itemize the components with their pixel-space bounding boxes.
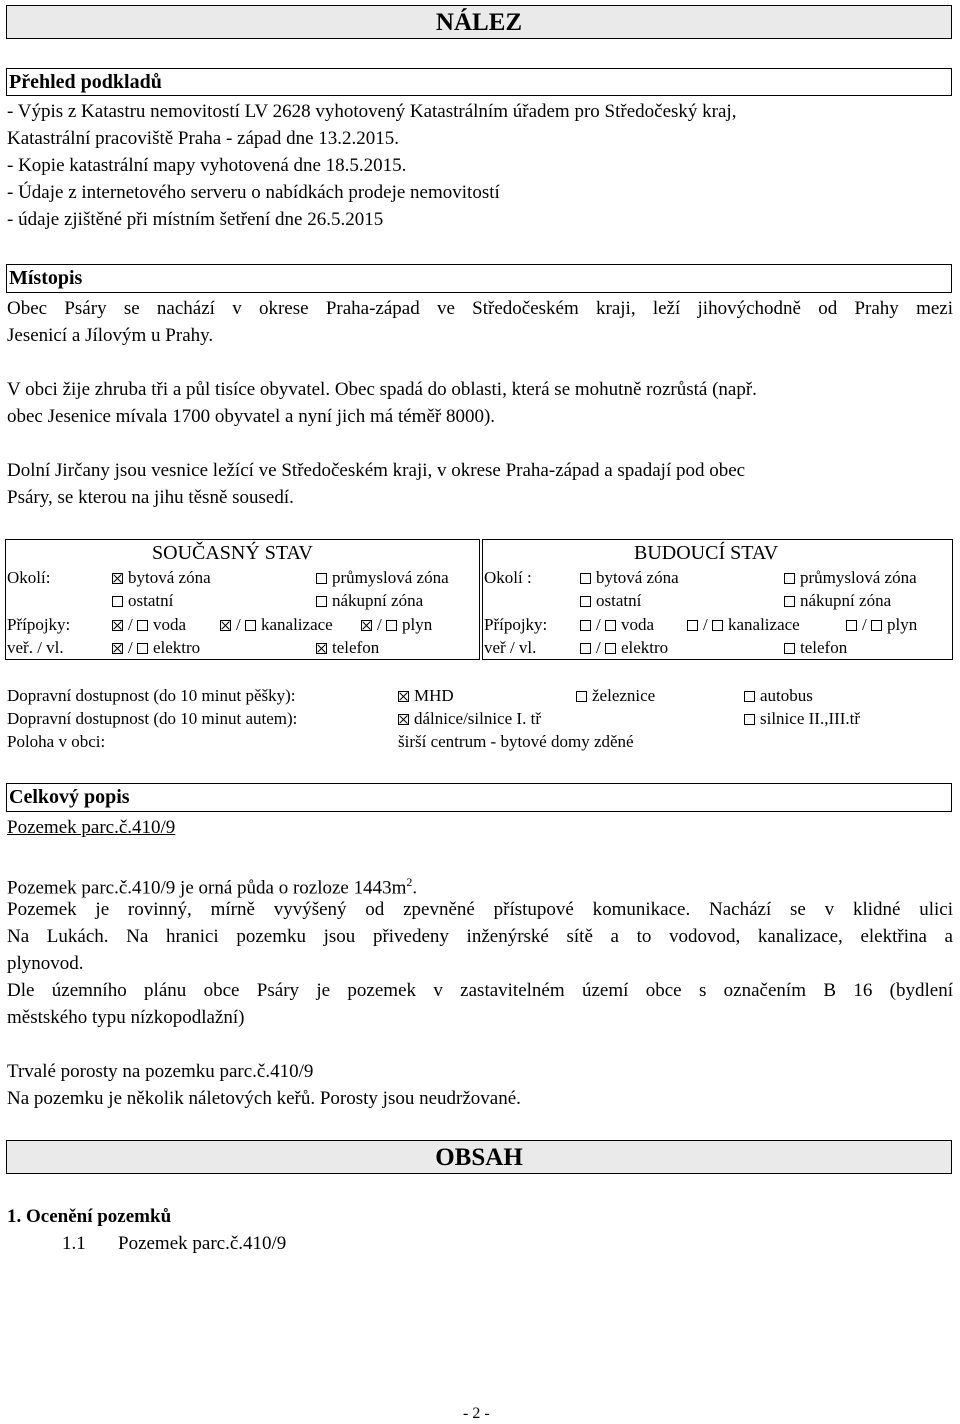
podklady-line-2: Katastrální pracoviště Praha - západ dne 13.2.2015. (7, 128, 400, 149)
empty-box-icon (580, 620, 591, 631)
empty-box-icon (784, 596, 795, 607)
empty-box-icon (744, 714, 755, 725)
dostupnost-dalnice: dálnice/silnice I. tř (398, 709, 541, 729)
popis-line-5: Dle územního plánu obce Psáry je pozemek v zastavitelném území obce s označením B 16 (bydlení (7, 980, 953, 1001)
empty-box-icon (784, 643, 795, 654)
dostupnost-silnice: silnice II.,III.tř (744, 709, 860, 729)
empty-box-icon (580, 643, 591, 654)
empty-box-icon (687, 620, 698, 631)
soucasny-ver-label: veř. / vl. (7, 638, 64, 657)
popis-title: Celkový popis (9, 786, 130, 808)
poloha-value: širší centrum - bytové domy zděné (398, 732, 634, 751)
checked-box-icon (112, 573, 123, 584)
checked-box-icon (112, 643, 123, 654)
popis-header (6, 783, 952, 812)
checked-box-icon (361, 620, 372, 631)
soucasny-nakupni: nákupní zóna (316, 591, 423, 611)
obsah-title: OBSAH (435, 1144, 523, 1171)
podklady-header (6, 68, 952, 96)
header-box (6, 5, 952, 39)
dostupnost-pesky-label: Dopravní dostupnost (do 10 minut pěšky): (7, 686, 296, 705)
budouci-ver-label: veř / vl. (484, 638, 537, 657)
mistopis-p1-l2: Jesenicí a Jílovým u Prahy. (7, 325, 214, 346)
podklady-line-1: - Výpis z Katastru nemovitostí LV 2628 vyhotovený Katastrálním úřadem pro Středočeský kraj, (7, 101, 737, 122)
budouci-prumyslova: průmyslová zóna (784, 568, 917, 588)
mistopis-p3-l1: Dolní Jirčany jsou vesnice ležící ve Středočeském kraji, v okrese Praha-západ a spadají pod obec (7, 460, 746, 481)
empty-box-icon (784, 573, 795, 584)
soucasny-elektro: / elektro (112, 638, 200, 658)
popis-line-6: městského typu nízkopodlažní) (7, 1007, 245, 1028)
mistopis-header (6, 264, 952, 293)
empty-box-icon (871, 620, 882, 631)
soucasny-bytova: bytová zóna (112, 568, 211, 588)
budouci-okoli-label: Okolí : (484, 568, 532, 587)
empty-box-icon (316, 596, 327, 607)
dostupnost-autem-label: Dopravní dostupnost (do 10 minut autem): (7, 709, 298, 728)
soucasny-prumyslova: průmyslová zóna (316, 568, 449, 588)
empty-box-icon (605, 620, 616, 631)
empty-box-icon (580, 573, 591, 584)
popis-subtitle: Pozemek parc.č.410/9 (7, 817, 176, 838)
soucasny-ostatni: ostatní (112, 591, 173, 611)
dostupnost-autobus: autobus (744, 686, 813, 706)
budouci-nakupni: nákupní zóna (784, 591, 891, 611)
empty-box-icon (137, 620, 148, 631)
mistopis-p1-l1: Obec Psáry se nachází v okrese Praha-západ ve Středočeském kraji, leží jihovýchodně od Prahy mezi (7, 298, 953, 319)
mistopis-p2-l2: obec Jesenice mívala 1700 obyvatel a nyní jich má téměř 8000). (7, 406, 496, 427)
soucasny-plyn: / plyn (361, 615, 432, 635)
popis-line-8: Na pozemku je několik náletových keřů. Porosty jsou neudržované. (7, 1088, 521, 1109)
budouci-ostatni: ostatní (580, 591, 641, 611)
obsah-header (6, 1140, 952, 1174)
empty-box-icon (580, 596, 591, 607)
checked-box-icon (112, 620, 123, 631)
empty-box-icon (386, 620, 397, 631)
popis-line-3: Na Lukách. Na hranici pozemku jsou přivedeny inženýrské sítě a to vodovod, kanalizace, elektřina a (7, 926, 953, 947)
checked-box-icon (398, 714, 409, 725)
budouci-title: BUDOUCÍ STAV (634, 542, 779, 564)
empty-box-icon (605, 643, 616, 654)
mistopis-title: Místopis (9, 267, 83, 289)
mistopis-p2-l1: V obci žije zhruba tři a půl tisíce obyvatel. Obec spadá do oblasti, která se mohutně rozrůstá (např. (7, 379, 757, 400)
popis-line-2: Pozemek je rovinný, mírně vyvýšený od zpevněné přístupové komunikace. Nachází se v klidné ulici (7, 899, 953, 920)
empty-box-icon (846, 620, 857, 631)
obsah-item-1-1-num: 1.1 (62, 1233, 86, 1254)
page-title: NÁLEZ (435, 9, 523, 36)
popis-line-4: plynovod. (7, 953, 84, 974)
checked-box-icon (398, 691, 409, 702)
empty-box-icon (316, 573, 327, 584)
page-number: - 2 - (463, 1405, 490, 1422)
budouci-bytova: bytová zóna (580, 568, 679, 588)
empty-box-icon (712, 620, 723, 631)
checked-box-icon (316, 643, 327, 654)
obsah-item-1-1-text: Pozemek parc.č.410/9 (118, 1233, 287, 1254)
soucasny-kanalizace: / kanalizace (220, 615, 333, 635)
soucasny-okoli-label: Okolí: (7, 568, 51, 587)
soucasny-voda: / voda (112, 615, 186, 635)
dostupnost-mhd: MHD (398, 686, 454, 706)
podklady-line-4: - Údaje z internetového serveru o nabídkách prodeje nemovitostí (7, 182, 500, 203)
empty-box-icon (245, 620, 256, 631)
budouci-telefon: telefon (784, 638, 847, 658)
empty-box-icon (112, 596, 123, 607)
poloha-label: Poloha v obci: (7, 732, 106, 751)
mistopis-p3-l2: Psáry, se kterou na jihu těsně sousedí. (7, 487, 294, 508)
podklady-line-5: - údaje zjištěné při místním šetření dne 26.5.2015 (7, 209, 384, 230)
popis-line-1: Pozemek parc.č.410/9 je orná půda o rozloze $1443m^2$. (7, 875, 418, 899)
podklady-line-3: - Kopie katastrální mapy vyhotovená dne 18.5.2015. (7, 155, 407, 176)
empty-box-icon (137, 643, 148, 654)
podklady-title: Přehled podkladů (9, 71, 162, 93)
empty-box-icon (744, 691, 755, 702)
budouci-pripojky-label: Přípojky: (484, 615, 548, 634)
checked-box-icon (220, 620, 231, 631)
soucasny-telefon: telefon (316, 638, 379, 658)
dostupnost-zeleznice: železnice (576, 686, 655, 706)
popis-line-7: Trvalé porosty na pozemku parc.č.410/9 (7, 1061, 314, 1082)
obsah-item-1: 1. Ocenění pozemků (7, 1206, 172, 1227)
budouci-kanalizace: / kanalizace (687, 615, 800, 635)
budouci-plyn: / plyn (846, 615, 917, 635)
budouci-elektro: / elektro (580, 638, 668, 658)
empty-box-icon (576, 691, 587, 702)
budouci-voda: / voda (580, 615, 654, 635)
soucasny-title: SOUČASNÝ STAV (152, 542, 313, 564)
soucasny-pripojky-label: Přípojky: (7, 615, 71, 634)
